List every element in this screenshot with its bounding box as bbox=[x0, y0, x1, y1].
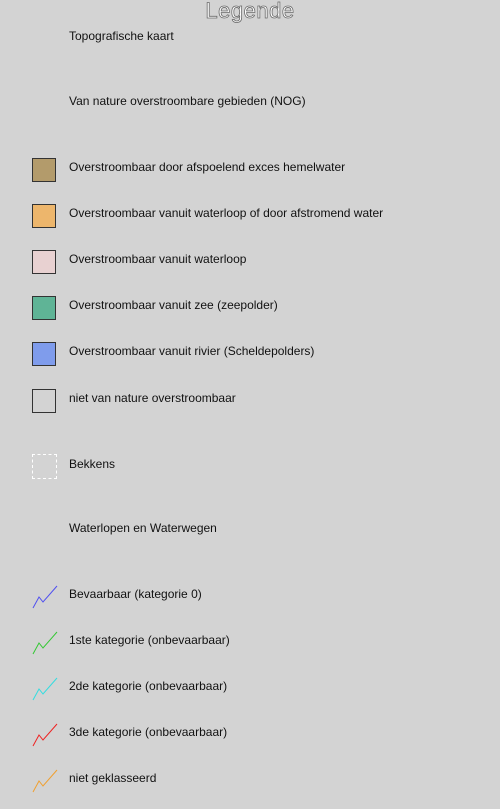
waterway-line-icon bbox=[32, 630, 60, 658]
legend-item-label: Overstroombaar vanuit waterloop of door afstromend water bbox=[69, 206, 384, 220]
topo-header: Topografische kaart bbox=[69, 29, 174, 43]
topo-header-row bbox=[0, 28, 500, 58]
legend-item-bekkens bbox=[0, 454, 500, 484]
legend-item-label: niet van nature overstroombaar bbox=[69, 391, 236, 405]
legend-item-label: niet geklasseerd bbox=[69, 771, 157, 785]
waterway-line-icon bbox=[32, 768, 60, 796]
legend-item-zee bbox=[0, 296, 500, 326]
swatch-rivier bbox=[32, 342, 56, 366]
legend-item-label: Overstroombaar vanuit zee (zeepolder) bbox=[69, 298, 278, 312]
legend-item-label: 1ste kategorie (onbevaarbaar) bbox=[69, 633, 230, 647]
bekkens-dashed-box-icon bbox=[32, 454, 57, 479]
legend-item-rivier bbox=[0, 342, 500, 372]
legend-item-3de-kategorie bbox=[0, 722, 500, 752]
legend-item-label: 2de kategorie (onbevaarbaar) bbox=[69, 679, 228, 693]
legend-item-label: Bevaarbaar (kategorie 0) bbox=[69, 587, 202, 601]
swatch-niet-overstroombaar bbox=[32, 389, 56, 413]
legend-item-label: Bekkens bbox=[69, 457, 116, 471]
legend-item-bevaarbaar bbox=[0, 584, 500, 614]
legend-item-1ste-kategorie bbox=[0, 630, 500, 660]
waterways-header-row bbox=[0, 520, 500, 550]
swatch-afstromend-water bbox=[32, 204, 56, 228]
swatch-zee bbox=[32, 296, 56, 320]
legend-item-hemelwater bbox=[0, 158, 500, 188]
legend-item-niet-overstroombaar bbox=[0, 389, 500, 419]
waterway-line-icon bbox=[32, 584, 60, 612]
legend-item-afstromend-water bbox=[0, 204, 500, 234]
swatch-waterloop bbox=[32, 250, 56, 274]
legend-item-label: Overstroombaar vanuit rivier (Scheldepolders) bbox=[69, 344, 315, 358]
legend-item-label: Overstroombaar vanuit waterloop bbox=[69, 252, 247, 266]
legend-title: Legende bbox=[205, 0, 295, 23]
legend-item-2de-kategorie bbox=[0, 676, 500, 706]
waterways-header: Waterlopen en Waterwegen bbox=[69, 521, 217, 535]
legend-item-waterloop bbox=[0, 250, 500, 280]
legend-item-label: Overstroombaar door afspoelend exces hemelwater bbox=[69, 160, 346, 174]
nog-header-row bbox=[0, 93, 500, 123]
legend-item-label: 3de kategorie (onbevaarbaar) bbox=[69, 725, 228, 739]
waterway-line-icon bbox=[32, 676, 60, 704]
legend-item-niet-geklasseerd bbox=[0, 768, 500, 798]
waterway-line-icon bbox=[32, 722, 60, 750]
nog-header: Van nature overstroombare gebieden (NOG) bbox=[69, 94, 306, 108]
swatch-hemelwater bbox=[32, 158, 56, 182]
